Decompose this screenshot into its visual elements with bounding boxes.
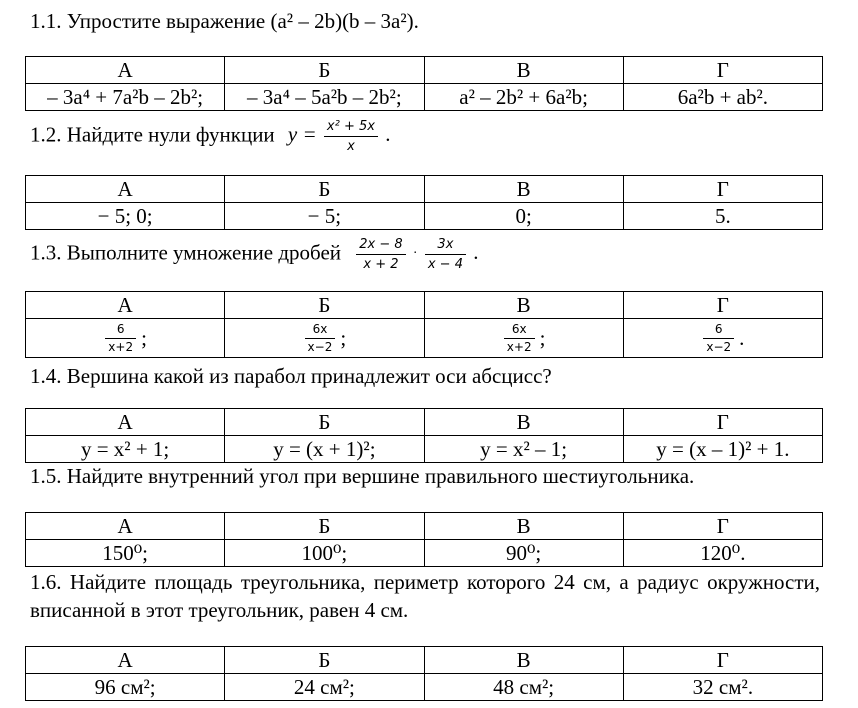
fraction-denominator: x+2 [506,339,532,354]
question-text: 1.5. Найдите внутренний угол при вершине правильного шестиугольника. [30,464,695,488]
answer-option-b[interactable] [225,319,424,358]
fraction-numerator: 6x [305,322,336,339]
fraction-denominator: x+2 [108,339,134,354]
answer-option-g[interactable]: 6a²b + ab². [623,84,822,111]
answer-option-v[interactable]: 48 см²; [424,674,623,701]
answer-row [26,540,823,567]
question-text: 1.4. Вершина какой из парабол принадлежит оси абсцисс? [30,364,552,388]
header-cell-a: А [26,409,225,436]
answer-option-a[interactable]: 96 см²; [26,674,225,701]
header-row [26,647,823,674]
answer-option-b[interactable]: 100⁰; [225,540,424,567]
header-cell-a: А [26,513,225,540]
fraction-denominator: x − 4 [427,257,463,272]
header-cell-g: Г [623,409,822,436]
question-text: 1.2. Найдите нули функции [30,122,275,147]
function-formula [287,119,391,154]
question-text: 1.3. Выполните умножение дробей [30,240,342,265]
answer-option-b[interactable]: 24 см²; [225,674,424,701]
answer-option-v[interactable]: y = x² – 1; [424,436,623,463]
answer-option-b[interactable]: – 3a⁴ – 5a²b – 2b²; [225,84,424,111]
answer-option-g[interactable]: 120⁰. [623,540,822,567]
answer-table-1-3 [25,291,823,358]
fraction-denominator: x−2 [706,339,732,354]
fraction-numerator: 6x [504,322,535,339]
answer-option-v[interactable]: a² – 2b² + 6a²b; [424,84,623,111]
header-cell-g: Г [623,647,822,674]
header-cell-v: В [424,176,623,203]
first-fraction [356,236,405,273]
answer-option-a[interactable]: – 3a⁴ + 7a²b – 2b²; [26,84,225,111]
header-cell-v: В [424,57,623,84]
multiply-dot: · [412,246,418,262]
answer-option-a[interactable]: − 5; 0; [26,203,225,230]
answer-row [26,319,823,358]
answer-fraction [504,322,535,355]
answer-fraction [105,322,136,355]
fraction-numerator: 6 [105,322,136,339]
answer-row [26,84,823,111]
answer-option-a[interactable] [26,319,225,358]
answer-table-1-6 [25,646,823,701]
answer-separator: . [739,326,745,350]
fraction-denominator: x [347,139,355,154]
answer-table-1-5 [25,512,823,567]
header-row [26,409,823,436]
fraction-denominator: x + 2 [363,257,399,272]
header-cell-v: В [424,292,623,319]
answer-option-g[interactable]: 32 см². [623,674,822,701]
header-row [26,513,823,540]
answer-option-g[interactable] [623,319,822,358]
answer-separator: ; [340,326,347,350]
answer-table-1-1 [25,56,823,111]
header-row [26,292,823,319]
fraction-numerator: 2x − 8 [356,236,405,255]
formula-lhs: y = [287,122,317,147]
fraction-denominator: x−2 [307,339,333,354]
header-cell-b: Б [225,292,424,319]
question-1-2 [30,118,820,155]
header-cell-b: Б [225,647,424,674]
answer-option-a[interactable]: 150⁰; [26,540,225,567]
question-1-1 [30,7,820,35]
header-cell-g: Г [623,176,822,203]
header-cell-g: Г [623,292,822,319]
answer-option-a[interactable]: y = x² + 1; [26,436,225,463]
answer-option-g[interactable]: y = (x – 1)² + 1. [623,436,822,463]
formula-tail: . [473,240,479,265]
answer-option-v[interactable]: 90⁰; [424,540,623,567]
header-cell-a: А [26,176,225,203]
answer-option-v[interactable] [424,319,623,358]
formula-fraction [324,118,378,155]
header-cell-v: В [424,513,623,540]
question-1-4 [30,362,820,390]
second-fraction [425,236,466,273]
answer-fraction [305,322,336,355]
header-cell-v: В [424,409,623,436]
header-cell-b: Б [225,409,424,436]
header-cell-a: А [26,57,225,84]
answer-option-b[interactable]: − 5; [225,203,424,230]
answer-option-b[interactable]: y = (x + 1)²; [225,436,424,463]
header-row [26,176,823,203]
header-cell-b: Б [225,57,424,84]
header-cell-g: Г [623,513,822,540]
formula-tail: . [385,122,391,147]
header-row [26,57,823,84]
question-1-6 [30,568,820,624]
header-cell-a: А [26,647,225,674]
answer-option-v[interactable]: 0; [424,203,623,230]
question-text: 1.1. Упростите выражение (a² – 2b)(b – 3a²). [30,9,419,33]
answer-row [26,203,823,230]
header-cell-g: Г [623,57,822,84]
answer-fraction [703,322,734,355]
answer-table-1-2 [25,175,823,230]
fraction-numerator: 6 [703,322,734,339]
fraction-product-formula [354,237,479,272]
header-cell-v: В [424,647,623,674]
header-cell-b: Б [225,513,424,540]
fraction-numerator: 3x [425,236,466,255]
question-1-3 [30,236,820,273]
fraction-numerator: x² + 5x [324,118,378,137]
question-1-5 [30,462,820,490]
answer-separator: ; [141,326,147,350]
answer-row [26,674,823,701]
answer-table-1-4 [25,408,823,463]
answer-option-g[interactable]: 5. [623,203,822,230]
header-cell-b: Б [225,176,424,203]
header-cell-a: А [26,292,225,319]
question-text: 1.6. Найдите площадь треугольника, периметр которого 24 см, а радиус окружности, вписанной в этот треугольник, равен 4 см. [30,570,820,622]
answer-separator: ; [539,326,546,350]
answer-row [26,436,823,463]
